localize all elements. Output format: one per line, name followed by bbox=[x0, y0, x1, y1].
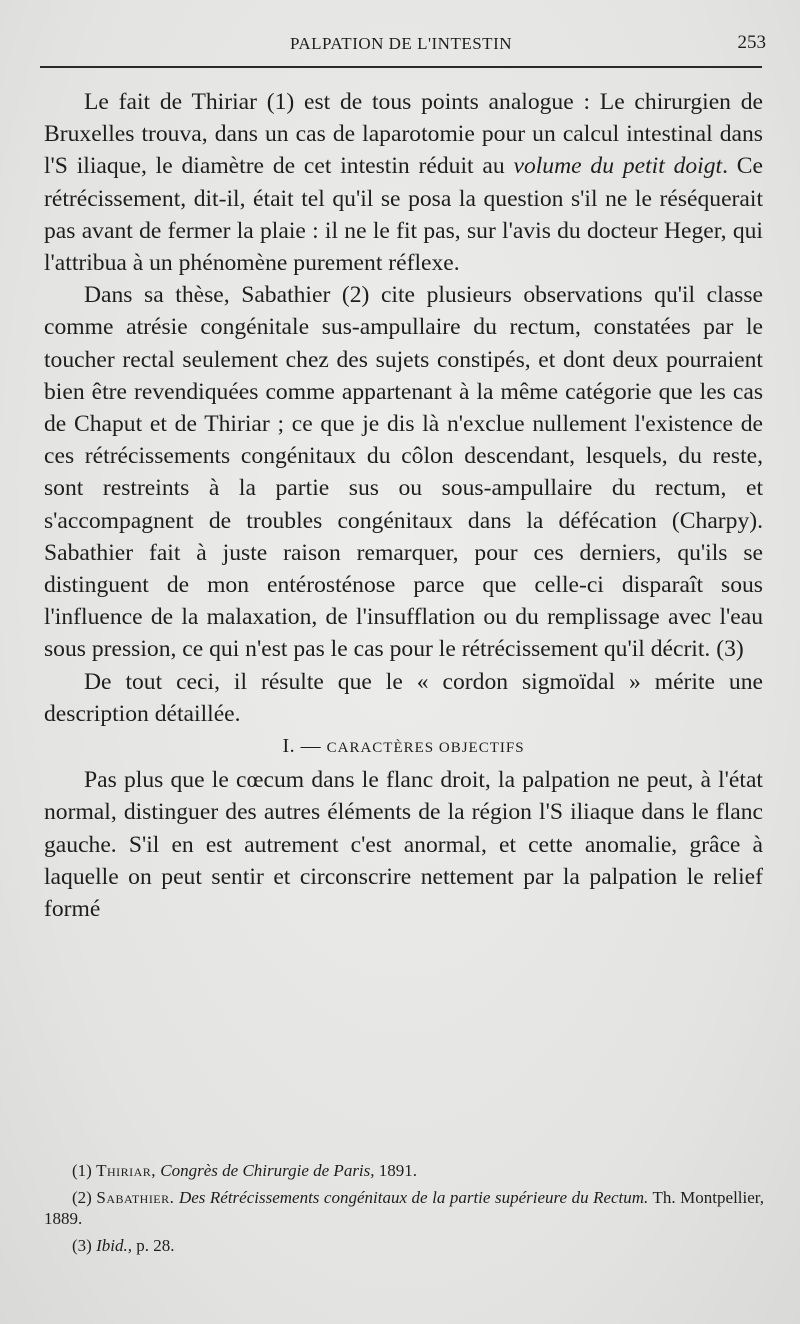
paragraph-1 bbox=[44, 86, 763, 279]
body-text bbox=[44, 86, 763, 925]
footnote-work: Congrès de Chirurgie de Paris, bbox=[160, 1161, 375, 1180]
running-head bbox=[40, 30, 766, 68]
paragraph-4: Pas plus que le cœcum dans le flanc droit, la palpation ne peut, à l'état normal, distinguer des autres éléments de la région l'S iliaque dans le flanc gauche. S'il en est autrement c'est anormal, et cette anomalie, grâce à laquelle on peut sentir et circonscrire nettement par la palpation le relief formé bbox=[44, 767, 763, 923]
footnote-2 bbox=[44, 1187, 764, 1229]
italic-phrase: volume du petit doigt bbox=[513, 153, 723, 180]
footnote-3 bbox=[44, 1235, 764, 1256]
footnote-author: Thiriar, bbox=[96, 1161, 157, 1180]
footnotes bbox=[44, 1160, 764, 1262]
footnote-author: Sabathier. bbox=[96, 1188, 175, 1207]
footnote-mark: (1) bbox=[72, 1161, 92, 1180]
paragraph-2: Dans sa thèse, Sabathier (2) cite plusieurs observations qu'il classe comme atrésie congénitale sus-ampullaire du rectum, constatées par le toucher rectal seulement chez des sujets constipés, et dont deux pourraient bien être revendiquées comme appartenant à la même catégorie que les cas de Chaput et de Thiriar ; ce que je dis là n'exclue nullement l'existence de ces rétrécissements congénitaux du côlon descendant, lesquels, du reste, sont restreints à la partie sus ou sous-ampullaire du rectum, et s'accompagnent de troubles congénitaux dans la défécation (Charpy). Sabathier fait à juste raison remarquer, pour ces derniers, qu'ils se distinguent de mon entérosténose parce que celle-ci disparaît sous l'influence de la malaxation, de l'insufflation ou du remplissage avec l'eau sous pression, ce qui n'est pas le cas pour le rétrécissement qu'il décrit. (3) bbox=[44, 282, 763, 663]
section-title: CARACTÈRES OBJECTIFS bbox=[326, 740, 525, 757]
page-number: 253 bbox=[737, 32, 766, 53]
footnote-work: Ibid., bbox=[96, 1236, 132, 1255]
footnote-rest: 1891. bbox=[374, 1161, 418, 1180]
paragraph-1-text-end: . Ce rétrécissement, dit-il, était tel qu'il se posa la question s'il ne le réséquerait pas avant de fermer la plaie : il ne le fit pas, sur l'avis du docteur Heger, qui l'attribua à un phénomène purement réflexe. bbox=[44, 153, 763, 277]
paragraph-1-text: Le fait de Thiriar (1) est de tous points analogue : Le chirurgien de Bruxelles trouva, dans un cas de laparotomie pour un calcul intestinal dans l'S iliaque, le diamètre de cet intestin réduit au bbox=[44, 89, 763, 180]
running-head-title: PALPATION DE L'INTESTIN bbox=[289, 34, 513, 53]
footnote-rest: p. 28. bbox=[131, 1236, 175, 1255]
footnote-work: Des Rétrécissements congénitaux de la partie supérieure du Rectum. bbox=[178, 1188, 649, 1207]
footnote-mark: (3) bbox=[72, 1236, 92, 1255]
paragraph-3: De tout ceci, il résulte que le « cordon sigmoïdal » mérite une description détaillée. bbox=[44, 668, 763, 727]
footnote-rest: Th. Montpellier, 1889. bbox=[44, 1188, 765, 1228]
section-number: I. — bbox=[282, 735, 322, 758]
section-heading bbox=[44, 730, 763, 764]
footnote-mark: (2) bbox=[72, 1188, 92, 1207]
footnote-1 bbox=[44, 1160, 764, 1181]
